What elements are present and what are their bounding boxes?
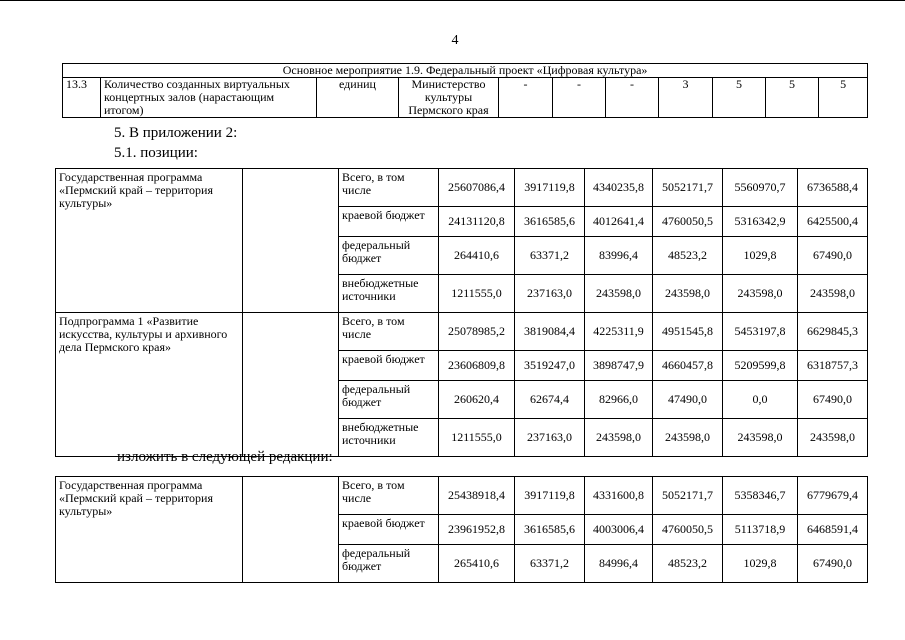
funding-value: 1029,8 [723, 237, 798, 275]
funding-value: 237163,0 [515, 275, 585, 313]
funding-source: Всего, в том числе [339, 169, 439, 207]
funding-value: 25607086,4 [439, 169, 515, 207]
funding-source: Всего, в том числе [339, 313, 439, 351]
funding-value: 5316342,9 [723, 207, 798, 237]
funding-value: 6468591,4 [798, 515, 868, 545]
funding-source: федеральный бюджет [339, 545, 439, 583]
funding-value: 5052171,7 [653, 477, 723, 515]
funding-value: 264410,6 [439, 237, 515, 275]
funding-value: 23961952,8 [439, 515, 515, 545]
empty-cell [243, 477, 339, 583]
funding-value: 0,0 [723, 381, 798, 419]
funding-value: 6736588,4 [798, 169, 868, 207]
funding-value: 3519247,0 [515, 351, 585, 381]
funding-source: федеральный бюджет [339, 381, 439, 419]
empty-cell [243, 313, 339, 457]
funding-value: 4760050,5 [653, 207, 723, 237]
funding-value: 67490,0 [798, 237, 868, 275]
funding-value: 5560970,7 [723, 169, 798, 207]
funding-value: 63371,2 [515, 237, 585, 275]
indicators-table [62, 63, 868, 118]
funding-value: 4225311,9 [585, 313, 653, 351]
funding-value: 47490,0 [653, 381, 723, 419]
funding-value: 4012641,4 [585, 207, 653, 237]
funding-value: 243598,0 [798, 419, 868, 457]
funding-value: 3616585,6 [515, 207, 585, 237]
funding-value: 25438918,4 [439, 477, 515, 515]
funding-value: 25078985,2 [439, 313, 515, 351]
indicator-name: Количество созданных виртуальных концертных залов (нарастающим итогом) [101, 78, 317, 118]
funding-value: 6318757,3 [798, 351, 868, 381]
funding-value: 1029,8 [723, 545, 798, 583]
funding-value: 5052171,7 [653, 169, 723, 207]
funding-value: 23606809,8 [439, 351, 515, 381]
indicator-value: - [606, 78, 659, 118]
program-name: Государственная программа «Пермский край – территория культуры» [56, 477, 243, 583]
funding-source: краевой бюджет [339, 515, 439, 545]
funding-value: 3616585,6 [515, 515, 585, 545]
funding-value: 3917119,8 [515, 477, 585, 515]
page-top-rule [0, 0, 905, 1]
funding-value: 4340235,8 [585, 169, 653, 207]
funding-value: 6425500,4 [798, 207, 868, 237]
funding-value: 4951545,8 [653, 313, 723, 351]
funding-value: 5453197,8 [723, 313, 798, 351]
funding-value: 67490,0 [798, 545, 868, 583]
paragraph-5: 5. В приложении 2: [114, 125, 238, 141]
indicator-value: - [553, 78, 606, 118]
funding-value: 265410,6 [439, 545, 515, 583]
funding-value: 243598,0 [653, 275, 723, 313]
funding-value: 4003006,4 [585, 515, 653, 545]
funding-value: 48523,2 [653, 237, 723, 275]
funding-source: внебюджетные источники [339, 275, 439, 313]
funding-value: 83996,4 [585, 237, 653, 275]
funding-source: внебюджетные источники [339, 419, 439, 457]
indicator-code: 13.3 [63, 78, 101, 118]
funding-value: 24131120,8 [439, 207, 515, 237]
indicator-value: 5 [766, 78, 819, 118]
funding-value: 4660457,8 [653, 351, 723, 381]
funding-value: 5113718,9 [723, 515, 798, 545]
funding-value: 243598,0 [723, 419, 798, 457]
funding-value: 243598,0 [653, 419, 723, 457]
funding-value: 243598,0 [798, 275, 868, 313]
indicators-section-header-row [63, 64, 868, 78]
funding-value: 6779679,4 [798, 477, 868, 515]
indicator-value: 5 [819, 78, 868, 118]
funding-value: 67490,0 [798, 381, 868, 419]
indicator-unit: единиц [317, 78, 399, 118]
funding-value: 4331600,8 [585, 477, 653, 515]
funding-value: 3898747,9 [585, 351, 653, 381]
funding-source: краевой бюджет [339, 351, 439, 381]
funding-value: 84996,4 [585, 545, 653, 583]
funding-value: 1211555,0 [439, 419, 515, 457]
page-number: 4 [451, 33, 459, 48]
funding-value: 243598,0 [723, 275, 798, 313]
funding-value: 3917119,8 [515, 169, 585, 207]
funding-row [56, 313, 868, 351]
new-funding-table [55, 476, 868, 583]
funding-row [56, 477, 868, 515]
funding-value: 243598,0 [585, 275, 653, 313]
funding-value: 4760050,5 [653, 515, 723, 545]
funding-value: 237163,0 [515, 419, 585, 457]
old-funding-table [55, 168, 868, 457]
funding-row [56, 169, 868, 207]
indicator-value: - [499, 78, 553, 118]
indicator-value: 5 [713, 78, 766, 118]
indicator-value: 3 [659, 78, 713, 118]
funding-value: 63371,2 [515, 545, 585, 583]
paragraph-5-1: 5.1. позиции: [114, 145, 198, 161]
funding-value: 62674,4 [515, 381, 585, 419]
program-name: Государственная программа «Пермский край – территория культуры» [56, 169, 243, 313]
funding-value: 260620,4 [439, 381, 515, 419]
funding-source: Всего, в том числе [339, 477, 439, 515]
funding-source: федеральный бюджет [339, 237, 439, 275]
funding-value: 48523,2 [653, 545, 723, 583]
paragraph-new-edition: изложить в следующей редакции: [117, 449, 333, 465]
funding-value: 82966,0 [585, 381, 653, 419]
indicators-section-header: Основное мероприятие 1.9. Федеральный проект «Цифровая культура» [63, 64, 868, 78]
indicator-responsible: Министерство культуры Пермского края [399, 78, 499, 118]
funding-value: 243598,0 [585, 419, 653, 457]
funding-source: краевой бюджет [339, 207, 439, 237]
program-name: Подпрограмма 1 «Развитие искусства, культуры и архивного дела Пермского края» [56, 313, 243, 457]
indicator-row [63, 78, 868, 118]
funding-value: 3819084,4 [515, 313, 585, 351]
funding-value: 5358346,7 [723, 477, 798, 515]
funding-value: 6629845,3 [798, 313, 868, 351]
empty-cell [243, 169, 339, 313]
funding-value: 1211555,0 [439, 275, 515, 313]
funding-value: 5209599,8 [723, 351, 798, 381]
